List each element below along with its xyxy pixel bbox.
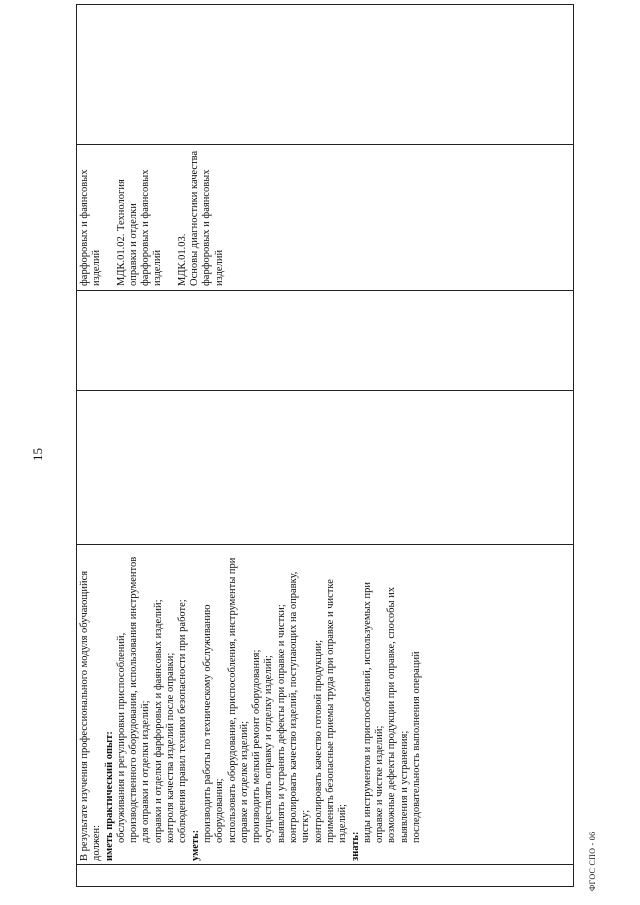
page-number: 15 <box>30 448 45 461</box>
section-heading: уметь: <box>189 829 201 861</box>
requirement-item: обслуживания и регулировки приспособлений, производственного оборудования, использования инструментов для оправки и отделки изделий; <box>115 556 152 843</box>
table-row <box>77 5 574 887</box>
requirement-item: контролировать качество готовой продукции; <box>312 639 324 843</box>
requirement-item: осуществлять оправку и отделку изделий; <box>263 655 275 843</box>
requirement-item: производить работы по техническому обслуживанию оборудования; <box>201 604 226 843</box>
requirement-item: контролировать качество изделий, поступающих на оправку, чистку; <box>288 571 312 843</box>
modules-list <box>77 145 226 290</box>
module-item: МДК.01.02. Технология оправки и отделки фарфоровых и фаянсовых изделий <box>115 169 164 286</box>
competencies-cell <box>77 5 574 145</box>
hours-cell <box>77 391 574 545</box>
module-item: МДК.01.03. Основы диагностики качества фарфоровых и фаянсовых изделий <box>176 150 225 286</box>
curriculum-table <box>76 4 574 887</box>
requirement-item: использовать оборудование, приспособления, инструменты при оправке и отделке изделий; <box>226 557 250 843</box>
modules-cell <box>77 145 574 291</box>
requirement-item: соблюдения правил техники безопасности при работе; <box>177 599 189 843</box>
requirement-item: применять безопасные приемы труда при оправке и чистке изделий; <box>324 579 349 843</box>
section-heading: знать: <box>349 831 361 861</box>
requirement-item: выявлять и устранять дефекты при оправке и чистки; <box>275 604 287 843</box>
requirements-cell <box>77 545 574 865</box>
requirement-item: производить мелкий ремонт оборудования; <box>251 649 263 843</box>
requirement-item: последовательность выполнения операций <box>411 651 423 843</box>
max-load-cell <box>77 291 574 391</box>
requirements-list <box>77 545 423 864</box>
module-item: фарфоровых и фаянсовых изделий <box>79 169 103 286</box>
document-footer: ФГОС СПО - 06 <box>588 831 597 891</box>
index-cell <box>77 865 574 887</box>
section-heading: иметь практический опыт: <box>103 731 115 861</box>
requirement-item: В результате изучения профессионального модуля обучающийся должен: <box>79 570 103 861</box>
requirement-item: оправки и отделки фарфоровых и фаянсовых изделий; <box>152 599 164 843</box>
requirement-item: виды инструментов и приспособлений, используемых при оправке и чистке изделий; <box>361 582 386 843</box>
requirement-item: контроля качества изделий после оправки; <box>165 652 177 843</box>
requirement-item: возможные дефекты продукции при оправке, способы их выявления и устранения; <box>386 587 410 843</box>
